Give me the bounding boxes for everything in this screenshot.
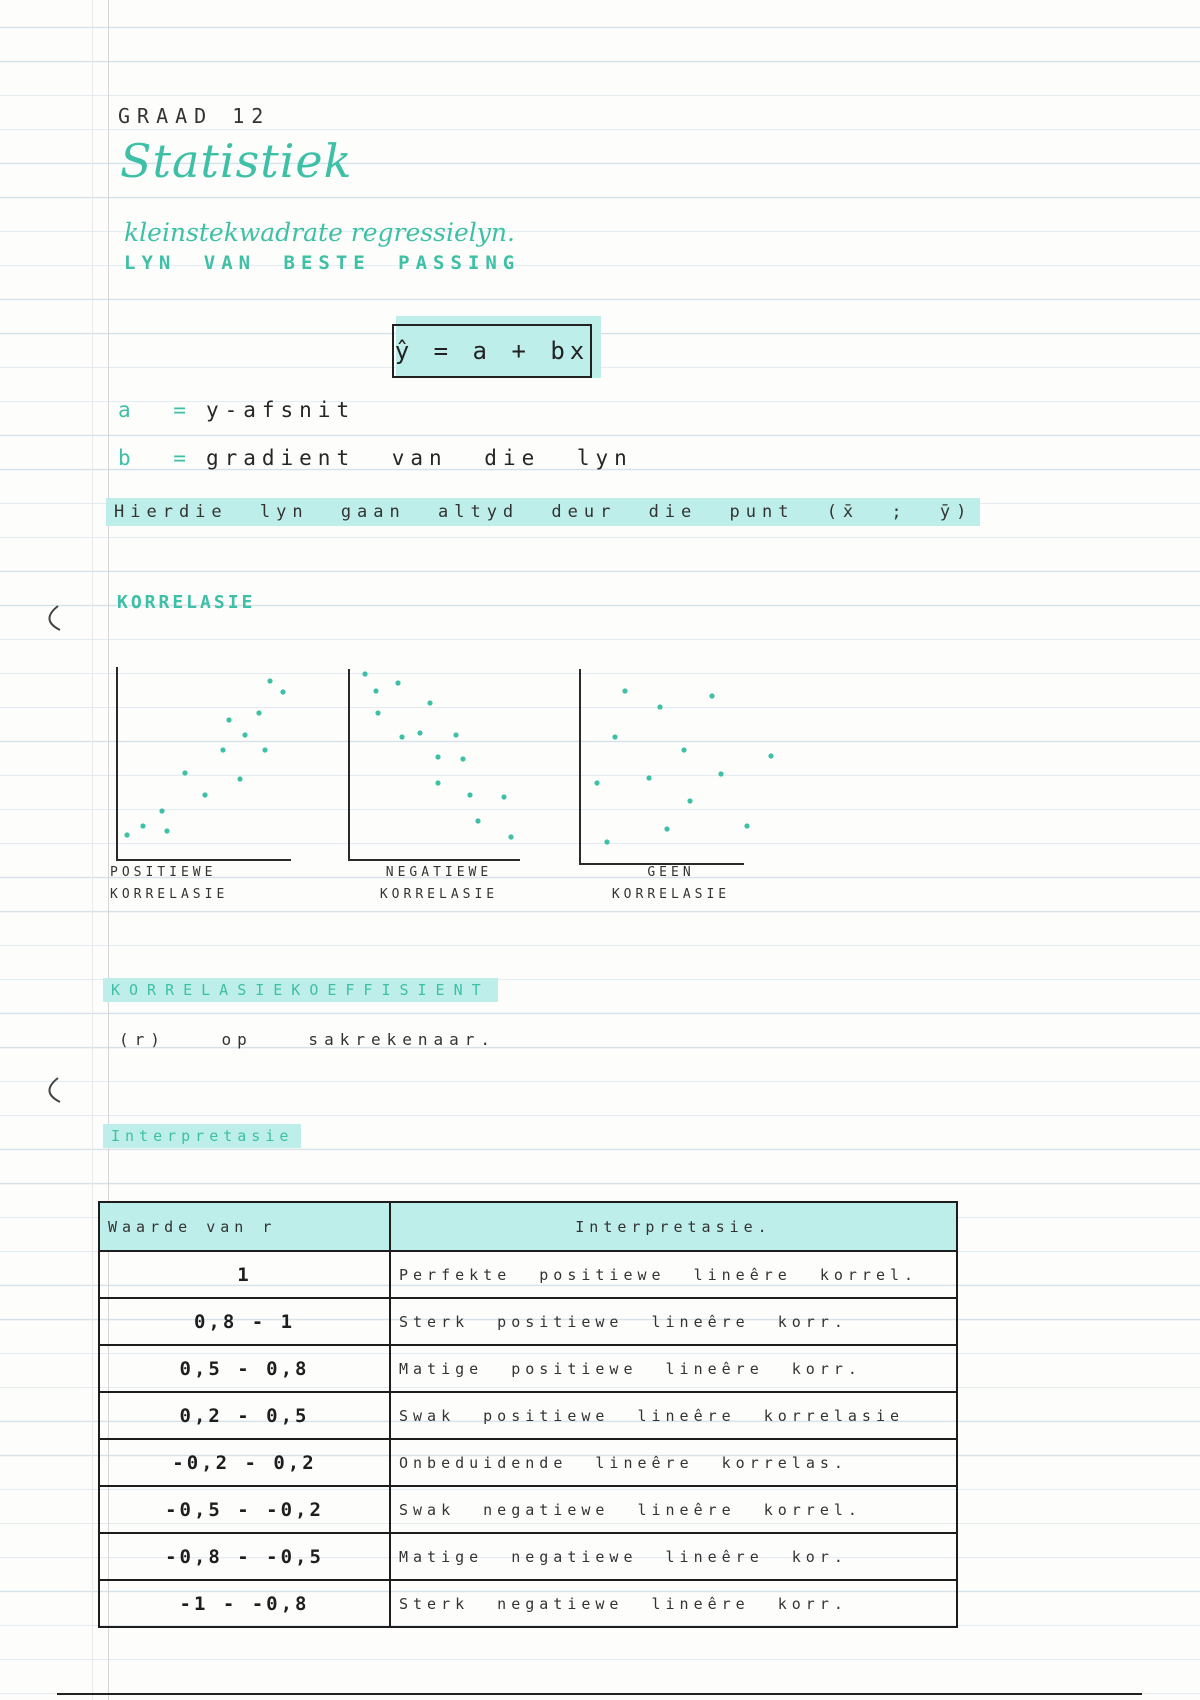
scatter-dot xyxy=(267,678,272,683)
scatter-dot xyxy=(375,710,380,715)
r-value-cell: 0,2 - 0,5 xyxy=(99,1392,390,1439)
scatter-dot xyxy=(604,839,609,844)
column-header-interpretation: Interpretasie. xyxy=(390,1202,957,1251)
plot-caption-line: GEEN xyxy=(647,865,695,880)
table-row xyxy=(99,1251,957,1298)
scatter-dot xyxy=(262,747,267,752)
coefficient-note: (r) op sakrekenaar. xyxy=(119,1030,497,1049)
table-row xyxy=(99,1298,957,1345)
table-row xyxy=(99,1392,957,1439)
definition-text: gradient van die lyn xyxy=(205,446,633,470)
scatter-dot xyxy=(687,798,692,803)
interpretation-cell: Swak negatiewe lineêre korrel. xyxy=(390,1486,957,1533)
scatter-dot xyxy=(417,730,422,735)
table-row xyxy=(99,1486,957,1533)
scatter-dot xyxy=(709,693,714,698)
scatter-dot xyxy=(226,717,231,722)
scatter-plot-positive xyxy=(116,667,326,867)
interpretation-table xyxy=(98,1201,958,1628)
scatter-dot xyxy=(718,771,723,776)
scatter-dot xyxy=(612,734,617,739)
scatter-dot xyxy=(362,671,367,676)
scatter-dot xyxy=(256,710,261,715)
scatter-dot xyxy=(657,704,662,709)
scatter-dot xyxy=(460,756,465,761)
r-value-cell: -1 - -0,8 xyxy=(99,1580,390,1627)
scatter-dot xyxy=(182,770,187,775)
margin-line-outer xyxy=(92,0,93,1700)
scatter-dot xyxy=(622,688,627,693)
plot-caption-negative xyxy=(344,862,534,906)
definition-a xyxy=(118,398,355,422)
table-row xyxy=(99,1345,957,1392)
definition-label: b = xyxy=(118,446,192,470)
section-subtitle: kleinstekwadrate regressielyn. xyxy=(124,218,515,247)
interpretation-cell: Sterk negatiewe lineêre korr. xyxy=(390,1580,957,1627)
table-row xyxy=(99,1580,957,1627)
table-row xyxy=(99,1439,957,1486)
definition-text: y-afsnit xyxy=(205,398,356,422)
scatter-dot xyxy=(508,834,513,839)
plot-caption-line: KORRELASIE xyxy=(611,887,731,902)
r-value-cell: -0,2 - 0,2 xyxy=(99,1439,390,1486)
bottom-rule xyxy=(57,1693,1142,1695)
scatter-dot xyxy=(242,732,247,737)
r-value-cell: -0,8 - -0,5 xyxy=(99,1533,390,1580)
scatter-dot xyxy=(501,794,506,799)
interpretation-cell: Perfekte positiewe lineêre korrel. xyxy=(390,1251,957,1298)
regression-formula: ŷ = a + bx xyxy=(392,324,592,378)
r-value-cell: 0,5 - 0,8 xyxy=(99,1345,390,1392)
scatter-dot xyxy=(427,700,432,705)
scatter-dot xyxy=(664,826,669,831)
scatter-dot xyxy=(395,680,400,685)
table-header-row xyxy=(99,1202,957,1251)
interpretation-cell: Sterk positiewe lineêre korr. xyxy=(390,1298,957,1345)
scatter-dot xyxy=(681,747,686,752)
interpretation-cell: Onbeduidende lineêre korrelas. xyxy=(390,1439,957,1486)
plot-caption-line: KORRELASIE xyxy=(379,887,499,902)
table-row xyxy=(99,1533,957,1580)
scatter-dot xyxy=(159,808,164,813)
column-header-value: Waarde van r xyxy=(99,1202,390,1251)
scatter-dot xyxy=(435,754,440,759)
scatter-plot-negative xyxy=(348,669,558,869)
scatter-dot xyxy=(435,780,440,785)
scatter-dot xyxy=(124,832,129,837)
scatter-dot xyxy=(594,780,599,785)
r-value-cell: 1 xyxy=(99,1251,390,1298)
interpretation-cell: Swak positiewe lineêre korrelasie xyxy=(390,1392,957,1439)
highlighted-note: Hierdie lyn gaan altyd deur die punt (x̄ ; ȳ) xyxy=(106,498,980,526)
interpretation-cell: Matige positiewe lineêre korr. xyxy=(390,1345,957,1392)
scatter-dot xyxy=(768,753,773,758)
page-title: Statistiek xyxy=(120,134,353,188)
definition-b xyxy=(118,446,633,470)
scatter-dot xyxy=(202,792,207,797)
scatter-dot xyxy=(399,734,404,739)
interpretation-heading: Interpretasie xyxy=(103,1124,301,1148)
scatter-dot xyxy=(453,732,458,737)
plot-caption-line: NEGATIEWE xyxy=(385,865,493,880)
grade-label: GRAAD 12 xyxy=(118,104,271,128)
plot-caption-line: KORRELASIE xyxy=(110,887,229,902)
scatter-dot xyxy=(467,792,472,797)
scatter-dot xyxy=(220,747,225,752)
punch-hole-mark xyxy=(38,604,62,634)
scatter-dot xyxy=(280,689,285,694)
scatter-plot-none xyxy=(579,669,789,869)
r-value-cell: 0,8 - 1 xyxy=(99,1298,390,1345)
scatter-dot xyxy=(475,818,480,823)
section-subheading: LYN VAN BESTE PASSING xyxy=(124,252,521,274)
scatter-dot xyxy=(373,688,378,693)
scatter-dot xyxy=(646,775,651,780)
r-value-cell: -0,5 - -0,2 xyxy=(99,1486,390,1533)
plot-caption-none xyxy=(576,862,766,906)
correlation-heading: KORRELASIE xyxy=(117,592,256,613)
coefficient-heading: KORRELASIEKOEFFISIENT xyxy=(103,978,498,1002)
scatter-dot xyxy=(140,823,145,828)
plot-caption-line: POSITIEWE xyxy=(110,865,217,880)
punch-hole-mark xyxy=(38,1076,62,1106)
definition-label: a = xyxy=(118,398,192,422)
plot-caption-positive xyxy=(110,862,300,906)
interpretation-cell: Matige negatiewe lineêre kor. xyxy=(390,1533,957,1580)
scatter-dot xyxy=(744,823,749,828)
scatter-dot xyxy=(237,776,242,781)
scatter-dot xyxy=(164,828,169,833)
